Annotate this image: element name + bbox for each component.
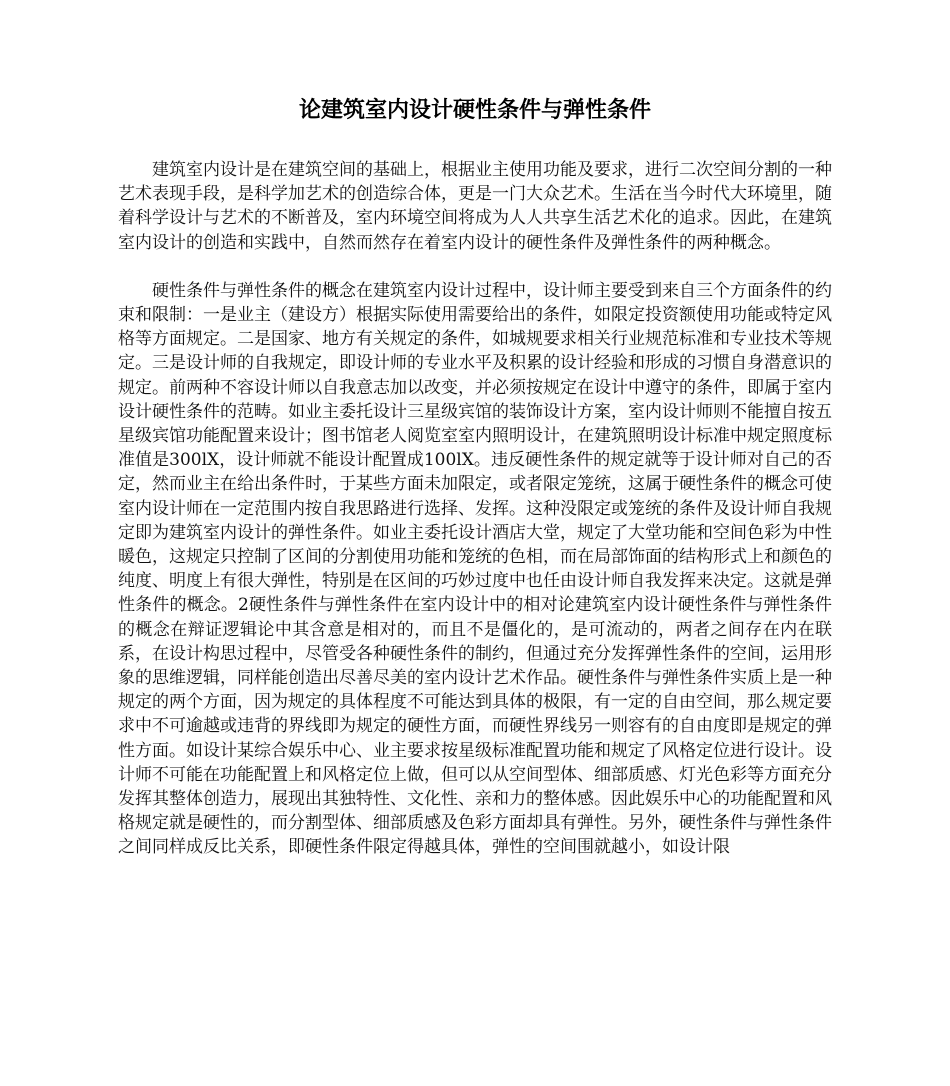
paragraph-concepts: 硬性条件与弹性条件的概念在建筑室内设计过程中，设计师主要受到来自三个方面条件的约束和限制：一是业主（建设方）根据实际使用需要给出的条件，如限定投资额使用功能或特定风格等方面规定。二是国家、地方有关规定的条件，如城规要求相关行业规范标准和专业技术等规定。三是设计师的自我规定，即设计师的专业水平及积累的设计经验和形成的习惯自身潜意识的规定。前两种不容设计师以自我意志加以改变，并必须按规定在设计中遵守的条件，即属于室内设计硬性条件的范畴。如业主委托设计三星级宾馆的装饰设计方案，室内设计师则不能擅自按五星级宾馆功能配置来设计；图书馆老人阅览室室内照明设计，在建筑照明设计标准中规定照度标准值是300lX，设计师就不能设计配置成100lX。违反硬性条件的规定就等于设计师对自己的否定，然而业主在给出条件时，于某些方面未加限定，或者限定笼统，这属于硬性条件的概念可使室内设计师在一定范围内按自我思路进行选择、发挥。这种没限定或笼统的条件及设计师自我规定即为建筑室内设计的弹性条件。如业主委托设计酒店大堂，规定了大堂功能和空间色彩为中性暖色，这规定只控制了区间的分割使用功能和笼统的色相，而在局部饰面的结构形式上和颜色的纯度、明度上有很大弹性，特别是在区间的巧妙过度中也任由设计师自我发挥来决定。这就是弹性条件的概念。2硬性条件与弹性条件在室内设计中的相对论建筑室内设计硬性条件与弹性条件的概念在辩证逻辑论中其含意是相对的，而且不是僵化的，是可流动的，两者之间存在内在联系，在设计构思过程中，尽管受各种硬性条件的制约，但通过充分发挥弹性条件的空间，运用形象的思维逻辑，同样能创造出尽善尽美的室内设计艺术作品。硬性条件与弹性条件实质上是一种规定的两个方面，因为规定的具体程度不可能达到具体的极限，有一定的自由空间，那么规定要求中不可逾越或违背的界线即为规定的硬性方面，而硬性界线另一则容有的自由度即是规定的弹性方面。如设计某综合娱乐中心、业主要求按星级标准配置功能和规定了风格定位进行设计。设计师不可能在功能配置上和风格定位上做，但可以从空间型体、细部质感、灯光色彩等方面充分发挥其整体创造力，展现出其独特性、文化性、亲和力的整体感。因此娱乐中心的功能配置和风格规定就是硬性的，而分割型体、细部质感及色彩方面却具有弹性。另外，硬性条件与弹性条件之间同样成反比关系，即硬性条件限定得越具体，弹性的空间围就越小，如设计限: [118, 280, 832, 858]
paragraph-intro: 建筑室内设计是在建筑空间的基础上，根据业主使用功能及要求，进行二次空间分割的一种艺术表现手段，是科学加艺术的创造综合体，更是一门大众艺术。生活在当今时代大环境里，随着科学设计与艺术的不断普及，室内环境空间将成为人人共享生活艺术化的追求。因此，在建筑室内设计的创造和实践中，自然而然存在着室内设计的硬性条件及弹性条件的两种概念。: [118, 160, 832, 253]
document-body: [118, 158, 832, 860]
document-title: 论建筑室内设计硬性条件与弹性条件: [298, 97, 651, 123]
